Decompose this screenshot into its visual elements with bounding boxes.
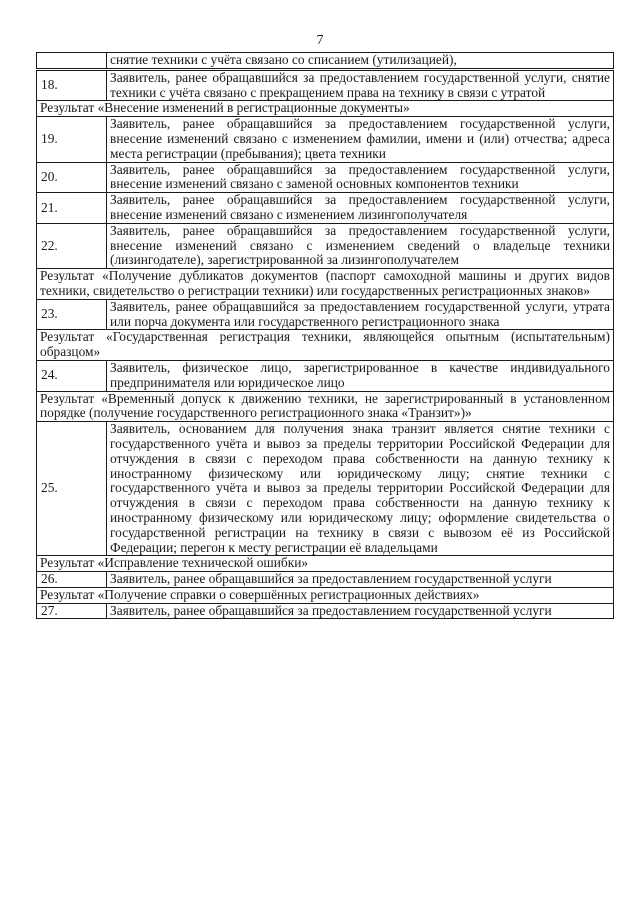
table-row bbox=[37, 53, 614, 70]
result-row bbox=[37, 330, 614, 361]
table-row bbox=[37, 603, 614, 619]
row-text: снятие техники с учёта связано со списанием (утилизацией), bbox=[107, 53, 614, 70]
row-number: 19. bbox=[37, 117, 107, 162]
row-text: Заявитель, физическое лицо, зарегистрированное в качестве индивидуального предпринимателя или юридическое лицо bbox=[107, 360, 614, 391]
result-row bbox=[37, 587, 614, 603]
applicant-variants-table bbox=[36, 52, 614, 619]
result-heading: Результат «Получение справки о совершённых регистрационных действиях» bbox=[37, 587, 614, 603]
result-heading: Результат «Исправление технической ошибки» bbox=[37, 556, 614, 572]
table-row bbox=[37, 422, 614, 556]
row-number: 25. bbox=[37, 422, 107, 556]
row-number bbox=[37, 53, 107, 70]
result-heading: Результат «Получение дубликатов документов (паспорт самоходной машины и других видов техники, свидетельство о регистрации техники) или государственных регистрационных знаков» bbox=[37, 269, 614, 300]
row-number: 23. bbox=[37, 299, 107, 330]
table-row bbox=[37, 193, 614, 224]
row-text: Заявитель, ранее обращавшийся за предоставлением государственной услуги, внесение изменений связано с изменением сведений о владельце техники (лизингодателе), зарегистрированной за лизингополучателем bbox=[107, 223, 614, 268]
row-number: 22. bbox=[37, 223, 107, 268]
result-heading: Результат «Временный допуск к движению техники, не зарегистрированный в установленном порядке (получение государственного регистрационного знака «Транзит»)» bbox=[37, 391, 614, 422]
row-number: 27. bbox=[37, 603, 107, 619]
row-text: Заявитель, ранее обращавшийся за предоставлением государственной услуги, внесение изменений связано с изменением лизингополучателя bbox=[107, 193, 614, 224]
result-heading: Результат «Государственная регистрация техники, являющейся опытным (испытательным) образцом» bbox=[37, 330, 614, 361]
result-heading: Результат «Внесение изменений в регистрационные документы» bbox=[37, 101, 614, 117]
row-number: 18. bbox=[37, 69, 107, 101]
page-number: 7 bbox=[316, 33, 324, 48]
result-row bbox=[37, 269, 614, 300]
row-number: 26. bbox=[37, 572, 107, 588]
table-row bbox=[37, 299, 614, 330]
table-row bbox=[37, 162, 614, 193]
row-number: 24. bbox=[37, 360, 107, 391]
result-row bbox=[37, 556, 614, 572]
table-row bbox=[37, 69, 614, 101]
row-text: Заявитель, ранее обращавшийся за предоставлением государственной услуги, внесение изменений связано с заменой основных компонентов техники bbox=[107, 162, 614, 193]
row-text: Заявитель, ранее обращавшийся за предоставлением государственной услуги, снятие техники с учёта связано с прекращением права на технику в связи с утратой bbox=[107, 69, 614, 101]
row-text: Заявитель, ранее обращавшийся за предоставлением государственной услуги, утрата или порча документа или государственного регистрационного знака bbox=[107, 299, 614, 330]
row-number: 20. bbox=[37, 162, 107, 193]
result-row bbox=[37, 391, 614, 422]
result-row bbox=[37, 101, 614, 117]
row-text: Заявитель, ранее обращавшийся за предоставлением государственной услуги, внесение изменений связано с изменением фамилии, имени и (или) отчества; адреса места регистрации (пребывания); цвета техники bbox=[107, 117, 614, 162]
row-text: Заявитель, ранее обращавшийся за предоставлением государственной услуги bbox=[107, 603, 614, 619]
row-text: Заявитель, ранее обращавшийся за предоставлением государственной услуги bbox=[107, 572, 614, 588]
row-text: Заявитель, основанием для получения знака транзит является снятие техники с государственного учёта и вывоз за пределы территории Российской Федерации для отчуждения в связи с переходом права собственности на данную технику к иностранному физическому или юридическому лицу; снятие техники с государственного учёта и вывоз за пределы территории Российской Федерации для отчуждения в связи с переходом права собственности на данную технику к иностранному физическому или юридическому лицу; оформление свидетельства о государственной регистрации на технику в связи с вывозом её из Российской Федерации; перегон к месту регистрации её владельцами bbox=[107, 422, 614, 556]
table-row bbox=[37, 117, 614, 162]
table-row bbox=[37, 223, 614, 268]
table-row bbox=[37, 572, 614, 588]
row-number: 21. bbox=[37, 193, 107, 224]
table-row bbox=[37, 360, 614, 391]
